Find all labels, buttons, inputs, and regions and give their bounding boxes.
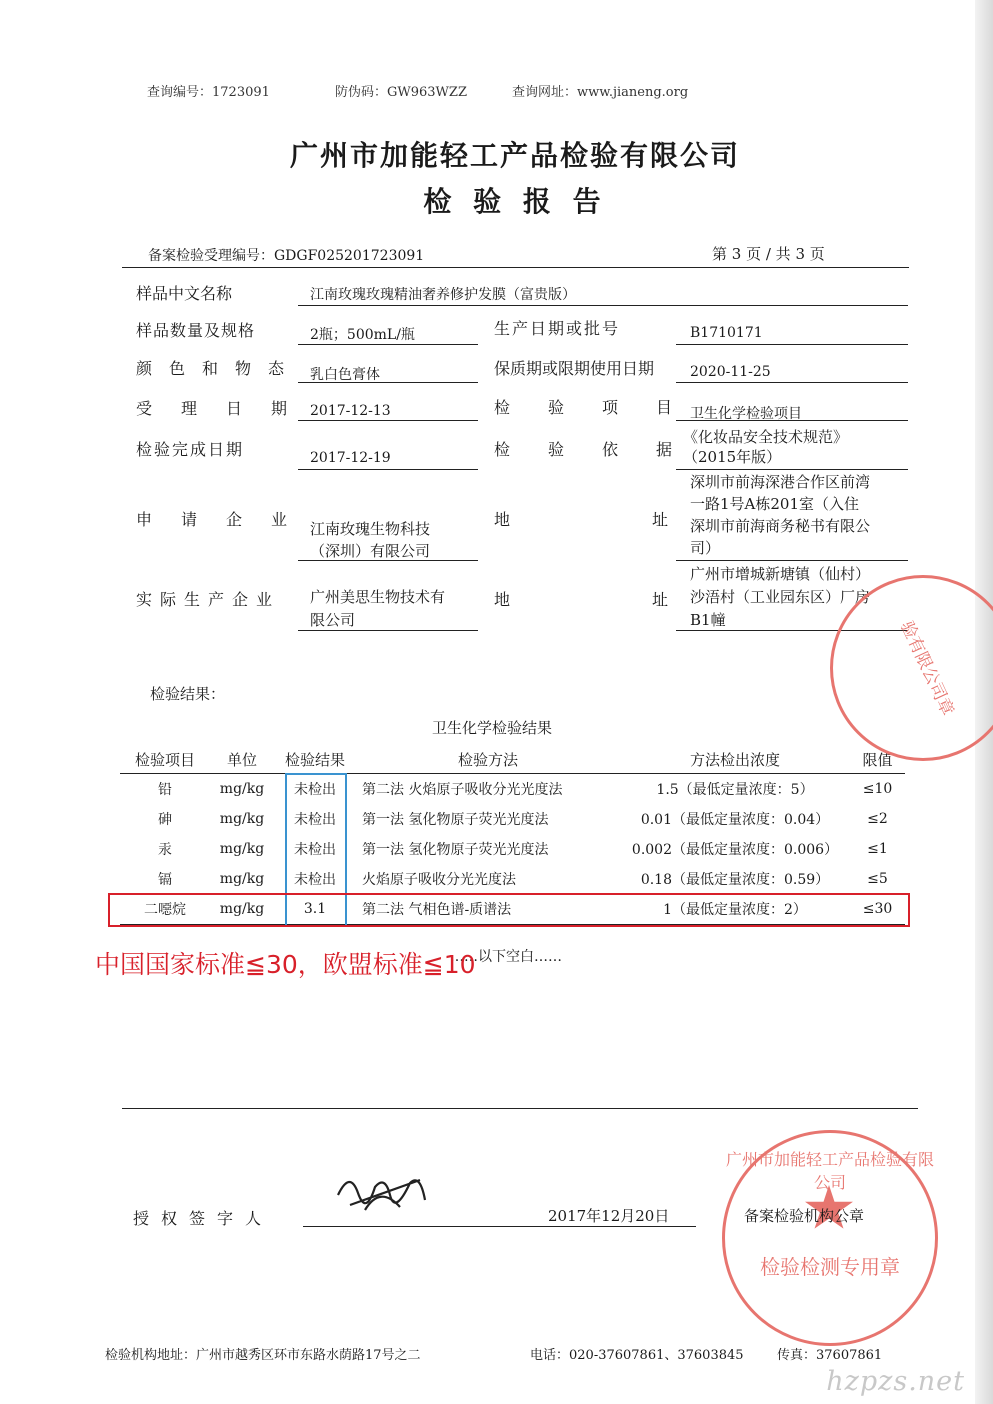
lab-address: 检验机构地址：广州市越秀区环市东路水荫路17号之二 xyxy=(105,1348,421,1363)
producer-address-line1: 广州市增城新塘镇（仙村） xyxy=(690,565,871,583)
cell-method: 火焰原子吸收分光光度法 xyxy=(362,872,516,888)
registration-number: 备案检验受理编号：GDGF025201723091 xyxy=(148,248,425,264)
cell-unit: mg/kg xyxy=(219,871,265,887)
table-row xyxy=(120,804,905,834)
color-value: 乳白色膏体 xyxy=(310,367,380,383)
applicant-address-label-left: 地 xyxy=(494,510,511,529)
applicant-label: 申请企业 xyxy=(136,510,317,529)
stamp-icon xyxy=(722,1130,938,1346)
producer-address-line2: 沙浯村（工业园东区）厂房 xyxy=(690,588,871,606)
report-title: 检 验 报 告 xyxy=(423,185,607,218)
cell-limit: ≤30 xyxy=(850,894,905,925)
header-unit: 单位 xyxy=(210,745,274,774)
dioxane-row-highlight xyxy=(108,893,910,927)
header-detection: 方法检出浓度 xyxy=(620,745,850,774)
batch-value: B1710171 xyxy=(690,325,763,341)
applicant-address-label-right: 址 xyxy=(652,510,669,529)
completed-date: 2017-12-19 xyxy=(310,450,391,466)
cell-limit: ≤10 xyxy=(862,781,893,797)
header-limit: 限值 xyxy=(850,745,905,774)
query-website: 查询网址：www.jianeng.org xyxy=(512,85,689,100)
cell-item: 铅 xyxy=(158,782,172,798)
sign-date: 2017年12月20日 xyxy=(548,1207,670,1225)
test-item-label: 检验项目 xyxy=(494,398,711,417)
sample-name: 江南玫瑰玫瑰精油奢养修护发膜（富贵版） xyxy=(310,287,576,303)
results-table-title: 卫生化学检验结果 xyxy=(432,719,553,737)
quantity-value: 2瓶；500mL/瓶 xyxy=(310,327,415,343)
page-number: 第 3 页 / 共 3 页 xyxy=(712,245,825,263)
blank-note: ……以下空白…… xyxy=(450,949,562,965)
cell-item: 镉 xyxy=(158,872,172,888)
producer-line2: 限公司 xyxy=(310,611,356,629)
shelf-life-label: 保质期或限期使用日期 xyxy=(494,359,655,378)
query-number: 查询编号：1723091 xyxy=(147,85,270,100)
applicant-address-line3: 深圳市前海商务秘书有限公 xyxy=(690,517,871,535)
color-label: 颜色和物态 xyxy=(136,359,302,378)
header-method: 检验方法 xyxy=(356,745,620,774)
anti-fake-code: 防伪码：GW963WZZ xyxy=(335,85,467,100)
cell-result: 3.1 xyxy=(274,894,356,925)
test-basis-label: 检验依据 xyxy=(494,440,711,459)
received-date: 2017-12-13 xyxy=(310,403,391,419)
results-label: 检验结果： xyxy=(150,685,226,703)
cell-detection: 0.002（最低定量浓度：0.006） xyxy=(631,842,839,858)
cell-detection: 1.5（最低定量浓度：5） xyxy=(656,782,814,798)
signatory-label: 授权签字人 xyxy=(133,1209,274,1228)
cell-result: 未检出 xyxy=(294,782,336,798)
producer-line1: 广州美思生物技术有 xyxy=(310,588,446,606)
applicant-address-line1: 深圳市前海深港合作区前湾 xyxy=(690,473,871,491)
producer-label: 实际生产企业 xyxy=(136,590,281,609)
company-title: 广州市加能轻工产品检验有限公司 xyxy=(289,139,740,172)
cell-item: 砷 xyxy=(158,812,172,828)
standard-annotation: 中国国家标准≦30，欧盟标准≦10 xyxy=(95,950,476,979)
cell-method: 第一法 氢化物原子荧光光度法 xyxy=(362,842,549,858)
cell-method: 第二法 气相色谱-质谱法 xyxy=(356,894,620,925)
results-header-row xyxy=(120,745,905,774)
cell-item: 汞 xyxy=(158,842,172,858)
producer-address-label-left: 地 xyxy=(494,590,511,609)
watermark: hzpzs.net xyxy=(826,1366,965,1397)
cell-limit: ≤5 xyxy=(867,871,888,887)
cell-unit: mg/kg xyxy=(219,841,265,857)
cell-result: 未检出 xyxy=(294,842,336,858)
cell-limit: ≤2 xyxy=(867,811,888,827)
cell-unit: mg/kg xyxy=(219,811,265,827)
cell-method: 第二法 火焰原子吸收分光光度法 xyxy=(362,782,563,798)
producer-address-line3: B1幢 xyxy=(690,611,726,629)
applicant-address-line2: 一路1号A栋201室（入住 xyxy=(690,495,860,513)
test-basis-line1: 《化妆品安全技术规范》 xyxy=(683,428,849,446)
table-row xyxy=(120,834,905,864)
applicant-line2: （深圳）有限公司 xyxy=(310,542,431,560)
completed-date-label: 检验完成日期 xyxy=(136,440,245,459)
cell-unit: mg/kg xyxy=(219,781,265,797)
header-item: 检验项目 xyxy=(120,745,210,774)
cell-detection: 0.01（最低定量浓度：0.04） xyxy=(640,812,830,828)
side-seal-text: 验有限公司章 xyxy=(896,618,958,720)
cell-detection: 1（最低定量浓度：2） xyxy=(620,894,850,925)
applicant-address-line4: 司） xyxy=(690,539,721,557)
cell-result: 未检出 xyxy=(294,812,336,828)
stamp-caption: 备案检验机构公章 xyxy=(744,1207,865,1225)
test-basis-line2: （2015年版） xyxy=(683,448,782,466)
cell-unit: mg/kg xyxy=(210,894,274,925)
batch-label: 生产日期或批号 xyxy=(494,319,621,338)
cell-limit: ≤1 xyxy=(867,841,888,857)
test-item: 卫生化学检验项目 xyxy=(690,406,802,422)
stamp-ring-text: 广州市加能轻工产品检验有限公司 xyxy=(725,1150,934,1192)
table-row xyxy=(120,864,905,894)
stamp-bottom-text: 检验检测专用章 xyxy=(760,1255,900,1279)
cell-item: 二噁烷 xyxy=(120,894,210,925)
lab-fax: 传真：37607861 xyxy=(777,1348,883,1363)
sample-name-label: 样品中文名称 xyxy=(136,284,233,303)
cell-method: 第一法 氢化物原子荧光光度法 xyxy=(362,812,549,828)
header-result: 检验结果 xyxy=(274,745,356,774)
table-row xyxy=(120,774,905,805)
received-date-label: 受理日期 xyxy=(136,399,317,418)
signature-icon xyxy=(330,1165,440,1220)
shelf-life-value: 2020-11-25 xyxy=(690,364,771,380)
lab-phone: 电话：020-37607861、37603845 xyxy=(530,1348,744,1363)
applicant-line1: 江南玫瑰生物科技 xyxy=(310,520,431,538)
producer-address-label-right: 址 xyxy=(652,590,669,609)
cell-detection: 0.18（最低定量浓度：0.59） xyxy=(640,872,830,888)
quantity-label: 样品数量及规格 xyxy=(136,321,256,340)
cell-result: 未检出 xyxy=(294,872,336,888)
